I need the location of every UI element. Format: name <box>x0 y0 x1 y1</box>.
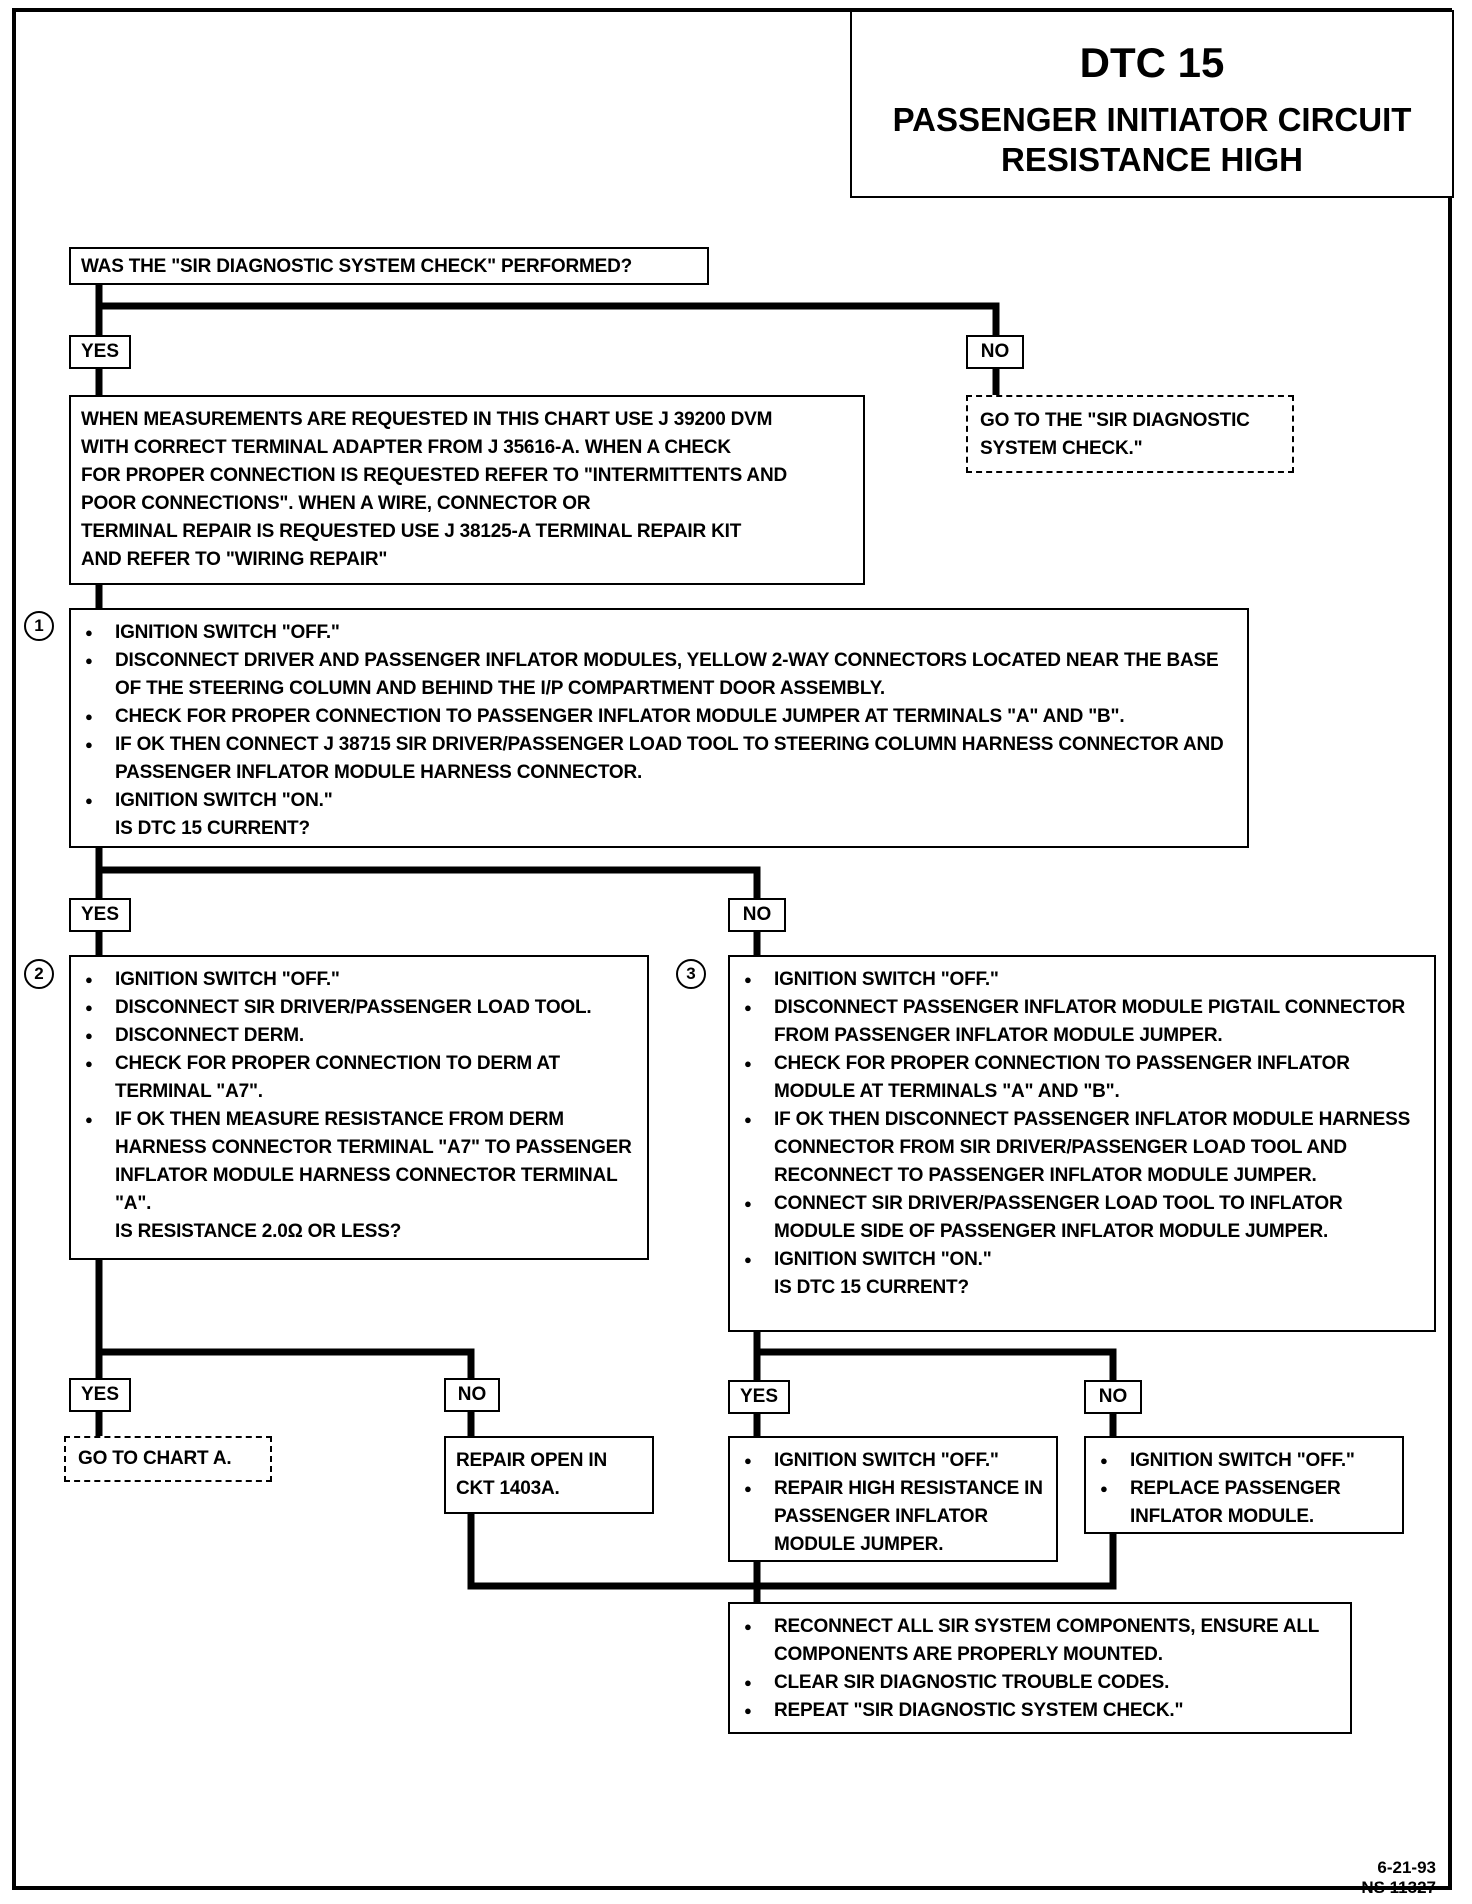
repair-jumper-item: ● IGNITION SWITCH "OFF." <box>740 1447 1046 1475</box>
footer-date: 6-21-93 <box>1377 1858 1436 1877</box>
final-step-item: ● RECONNECT ALL SIR SYSTEM COMPONENTS, ENSURE ALL COMPONENTS ARE PROPERLY MOUNTED. <box>740 1613 1340 1669</box>
repair-open-box: REPAIR OPEN IN CKT 1403A. <box>444 1436 654 1514</box>
step3-item: ● IGNITION SWITCH "ON." <box>740 1246 1424 1274</box>
step1-item: ● IF OK THEN CONNECT J 38715 SIR DRIVER/PASSENGER LOAD TOOL TO STEERING COLUMN HARNESS CONNECTOR AND PASSENGER INFLATOR MODULE HARNESS CONNECTOR. <box>81 731 1237 787</box>
step3-item: ● IF OK THEN DISCONNECT PASSENGER INFLATOR MODULE HARNESS CONNECTOR FROM SIR DRIVER/PASSENGER LOAD TOOL AND RECONNECT TO PASSENGER INFLATOR MODULE JUMPER. <box>740 1106 1424 1190</box>
step3-box <box>728 955 1436 1332</box>
step2-item: ● DISCONNECT DERM. <box>81 1022 637 1050</box>
step2-item: ● CHECK FOR PROPER CONNECTION TO DERM AT TERMINAL "A7". <box>81 1050 637 1106</box>
question-sir-check: WAS THE "SIR DIAGNOSTIC SYSTEM CHECK" PERFORMED? <box>69 247 709 285</box>
step3-list <box>740 966 1424 1274</box>
step3-item: ● DISCONNECT PASSENGER INFLATOR MODULE PIGTAIL CONNECTOR FROM PASSENGER INFLATOR MODULE JUMPER. <box>740 994 1424 1050</box>
repair-jumper-box <box>728 1436 1058 1562</box>
step1-item: ● CHECK FOR PROPER CONNECTION TO PASSENGER INFLATOR MODULE JUMPER AT TERMINALS "A" AND "B". <box>81 703 1237 731</box>
label-yes: YES <box>69 335 131 369</box>
replace-module-box <box>1084 1436 1404 1534</box>
label-no: NO <box>444 1378 500 1412</box>
label-yes: YES <box>69 1378 131 1412</box>
step2-question: IS RESISTANCE 2.0Ω OR LESS? <box>115 1221 402 1242</box>
replace-module-list <box>1096 1447 1392 1531</box>
step1-item: ● IGNITION SWITCH "ON." <box>81 787 1237 815</box>
dtc-subtitle-line1: PASSENGER INITIATOR CIRCUIT <box>892 101 1412 138</box>
label-no: NO <box>728 898 786 932</box>
label-yes: YES <box>728 1380 790 1414</box>
step3-item: ● IGNITION SWITCH "OFF." <box>740 966 1424 994</box>
connector-step2-no <box>99 1352 471 1378</box>
repair-jumper-list <box>740 1447 1046 1559</box>
step2-item: ● DISCONNECT SIR DRIVER/PASSENGER LOAD TOOL. <box>81 994 637 1022</box>
label-no: NO <box>966 335 1024 369</box>
connector-step1-no <box>99 870 757 898</box>
step1-question: IS DTC 15 CURRENT? <box>115 818 310 839</box>
footer-reference <box>1361 1858 1436 1898</box>
step3-item: ● CHECK FOR PROPER CONNECTION TO PASSENGER INFLATOR MODULE AT TERMINALS "A" AND "B". <box>740 1050 1424 1106</box>
title-block <box>850 10 1454 198</box>
final-step-item: ● CLEAR SIR DIAGNOSTIC TROUBLE CODES. <box>740 1669 1340 1697</box>
connector-step3-no <box>757 1352 1113 1380</box>
step1-box <box>69 608 1249 848</box>
step2-item: ● IGNITION SWITCH "OFF." <box>81 966 637 994</box>
replace-module-item: ● IGNITION SWITCH "OFF." <box>1096 1447 1392 1475</box>
step2-item: ● IF OK THEN MEASURE RESISTANCE FROM DERM HARNESS CONNECTOR TERMINAL "A7" TO PASSENGER INFLATOR MODULE HARNESS CONNECTOR TERMINAL "A". <box>81 1106 637 1218</box>
replace-module-item: ● REPLACE PASSENGER INFLATOR MODULE. <box>1096 1475 1392 1531</box>
step3-question: IS DTC 15 CURRENT? <box>774 1277 969 1298</box>
goto-chart-a-box: GO TO CHART A. <box>64 1436 272 1482</box>
label-yes: YES <box>69 898 131 932</box>
step1-list <box>81 619 1237 815</box>
dtc-subtitle-line2: RESISTANCE HIGH <box>1001 141 1303 178</box>
dtc-subtitle <box>852 100 1452 180</box>
measurement-note: WHEN MEASUREMENTS ARE REQUESTED IN THIS CHART USE J 39200 DVM WITH CORRECT TERMINAL ADAPTER FROM J 35616-A. WHEN A CHECK FOR PROPER CONNECTION IS REQUESTED REFER TO "INTERMITTENTS AND POOR CONNECTIONS". WHEN A WIRE, CONNECTOR OR TERMINAL REPAIR IS REQUESTED USE J 38125-A TERMINAL REPAIR KIT AND REFER TO "WIRING REPAIR" <box>69 395 865 585</box>
step1-item: ● IGNITION SWITCH "OFF." <box>81 619 1237 647</box>
final-step-item: ● REPEAT "SIR DIAGNOSTIC SYSTEM CHECK." <box>740 1697 1340 1725</box>
final-steps-list <box>740 1613 1340 1725</box>
connector-q-no <box>99 306 996 335</box>
step2-list <box>81 966 637 1218</box>
step-number-2: 2 <box>24 959 54 989</box>
repair-jumper-item: ● REPAIR HIGH RESISTANCE IN PASSENGER INFLATOR MODULE JUMPER. <box>740 1475 1046 1559</box>
goto-sir-check-box: GO TO THE "SIR DIAGNOSTIC SYSTEM CHECK." <box>966 395 1294 473</box>
label-no: NO <box>1084 1380 1142 1414</box>
step3-item: ● CONNECT SIR DRIVER/PASSENGER LOAD TOOL TO INFLATOR MODULE SIDE OF PASSENGER INFLATOR MODULE JUMPER. <box>740 1190 1424 1246</box>
final-steps-box <box>728 1602 1352 1734</box>
dtc-title: DTC 15 <box>1079 39 1225 86</box>
footer-code: NS 11327 <box>1361 1878 1436 1897</box>
step1-item: ● DISCONNECT DRIVER AND PASSENGER INFLATOR MODULES, YELLOW 2-WAY CONNECTORS LOCATED NEAR THE BASE OF THE STEERING COLUMN AND BEHIND THE I/P COMPARTMENT DOOR ASSEMBLY. <box>81 647 1237 703</box>
step2-box <box>69 955 649 1260</box>
step-number-1: 1 <box>24 611 54 641</box>
step-number-3: 3 <box>676 959 706 989</box>
